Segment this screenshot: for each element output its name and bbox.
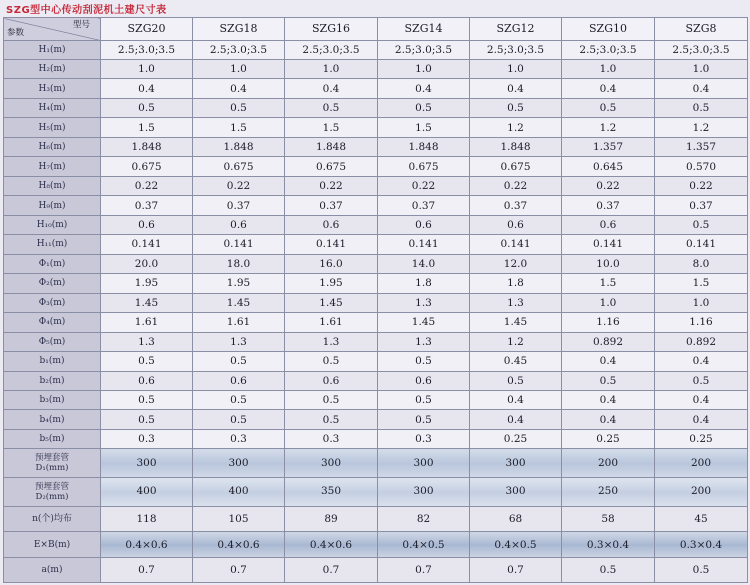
value-cell: 0.5	[655, 558, 748, 583]
value-cell: 68	[470, 506, 562, 532]
value-cell: 0.37	[470, 196, 562, 215]
table-row	[4, 40, 748, 59]
table-row	[4, 60, 748, 79]
value-cell: 0.25	[470, 429, 562, 448]
row-parameter-label	[4, 332, 101, 351]
value-cell: 0.5	[101, 98, 193, 117]
value-cell: 0.6	[378, 371, 470, 390]
value-cell: 0.37	[655, 196, 748, 215]
value-cell: 1.2	[655, 118, 748, 137]
value-cell: 0.4	[470, 390, 562, 409]
row-parameter-label	[4, 558, 101, 583]
parameter-name: b₃(m)	[39, 395, 65, 406]
value-cell: 0.4×0.6	[101, 532, 193, 558]
value-cell: 2.5;3.0;3.5	[470, 40, 562, 59]
value-cell: 1.8	[378, 274, 470, 293]
value-cell: 0.5	[378, 98, 470, 117]
value-cell: 0.4	[562, 390, 655, 409]
parameter-name: H₁₀(m)	[36, 220, 68, 230]
parameter-name: b₂(m)	[39, 375, 65, 386]
parameter-name: H₁₁(m)	[36, 239, 68, 250]
value-cell: 1.357	[562, 137, 655, 156]
table-row	[4, 293, 748, 312]
value-cell: 0.7	[470, 558, 562, 583]
value-cell: 250	[562, 478, 655, 507]
value-cell: 1.95	[193, 274, 285, 293]
value-cell: 0.675	[101, 157, 193, 176]
table-row	[4, 506, 748, 532]
value-cell: 0.570	[655, 157, 748, 176]
value-cell: 1.848	[378, 137, 470, 156]
value-cell: 105	[193, 506, 285, 532]
model-header-cell: SZG18	[193, 18, 285, 41]
row-parameter-label	[4, 410, 101, 429]
value-cell: 1.45	[378, 313, 470, 332]
parameter-name: H₉(m)	[38, 200, 66, 211]
value-cell: 0.4	[101, 79, 193, 98]
value-cell: 0.7	[101, 558, 193, 583]
dimension-table	[3, 17, 748, 583]
value-cell: 0.4×0.6	[285, 532, 378, 558]
value-cell: 0.22	[101, 176, 193, 195]
parameter-name: H₄(m)	[38, 103, 66, 114]
value-cell: 0.3	[285, 429, 378, 448]
value-cell: 0.37	[285, 196, 378, 215]
value-cell: 1.3	[470, 293, 562, 312]
value-cell: 1.61	[285, 313, 378, 332]
value-cell: 1.3	[193, 332, 285, 351]
value-cell: 0.4	[562, 410, 655, 429]
value-cell: 0.675	[378, 157, 470, 176]
value-cell: 0.5	[193, 352, 285, 371]
value-cell: 0.5	[193, 410, 285, 429]
row-parameter-label	[4, 532, 101, 558]
value-cell: 0.22	[193, 176, 285, 195]
value-cell: 0.22	[470, 176, 562, 195]
value-cell: 0.4	[655, 390, 748, 409]
table-row	[4, 137, 748, 156]
value-cell: 0.45	[470, 352, 562, 371]
value-cell: 0.37	[562, 196, 655, 215]
value-cell: 0.892	[655, 332, 748, 351]
row-parameter-label	[4, 98, 101, 117]
value-cell: 1.0	[101, 60, 193, 79]
model-header-cell: SZG14	[378, 18, 470, 41]
value-cell: 1.0	[655, 293, 748, 312]
model-header-cell: SZG8	[655, 18, 748, 41]
row-parameter-label	[4, 254, 101, 273]
value-cell: 0.675	[285, 157, 378, 176]
parameter-unit: D₂(mm)	[35, 491, 69, 502]
value-cell: 300	[285, 449, 378, 478]
value-cell: 20.0	[101, 254, 193, 273]
value-cell: 0.37	[193, 196, 285, 215]
value-cell: 1.8	[470, 274, 562, 293]
value-cell: 0.5	[193, 390, 285, 409]
value-cell: 2.5;3.0;3.5	[101, 40, 193, 59]
value-cell: 0.4	[470, 79, 562, 98]
table-row	[4, 478, 748, 507]
parameter-name: 预埋套管	[34, 453, 69, 464]
value-cell: 0.37	[378, 196, 470, 215]
value-cell: 0.22	[378, 176, 470, 195]
value-cell: 0.3×0.4	[562, 532, 655, 558]
table-row	[4, 558, 748, 583]
value-cell: 1.16	[562, 313, 655, 332]
value-cell: 0.5	[470, 371, 562, 390]
value-cell: 1.5	[562, 274, 655, 293]
value-cell: 0.6	[378, 215, 470, 234]
value-cell: 1.2	[470, 332, 562, 351]
value-cell: 0.645	[562, 157, 655, 176]
value-cell: 0.22	[655, 176, 748, 195]
value-cell: 300	[193, 449, 285, 478]
table-row	[4, 429, 748, 448]
value-cell: 1.0	[285, 60, 378, 79]
value-cell: 0.25	[655, 429, 748, 448]
corner-header-cell	[4, 18, 101, 41]
value-cell: 0.5	[655, 98, 748, 117]
value-cell: 0.5	[101, 390, 193, 409]
value-cell: 0.5	[562, 371, 655, 390]
value-cell: 0.3	[378, 429, 470, 448]
model-header-cell: SZG20	[101, 18, 193, 41]
value-cell: 1.5	[193, 118, 285, 137]
parameter-name: H₈(m)	[38, 181, 66, 192]
value-cell: 0.4	[562, 352, 655, 371]
parameter-name: b₁(m)	[39, 356, 65, 367]
value-cell: 0.4	[193, 79, 285, 98]
value-cell: 0.4×0.5	[378, 532, 470, 558]
value-cell: 0.675	[470, 157, 562, 176]
value-cell: 0.4	[655, 352, 748, 371]
value-cell: 300	[470, 478, 562, 507]
value-cell: 89	[285, 506, 378, 532]
value-cell: 0.5	[655, 215, 748, 234]
row-parameter-label	[4, 390, 101, 409]
row-parameter-label	[4, 371, 101, 390]
parameter-name: 预埋套管	[34, 481, 69, 492]
row-parameter-label	[4, 274, 101, 293]
value-cell: 8.0	[655, 254, 748, 273]
parameter-unit: D₁(mm)	[35, 463, 69, 474]
value-cell: 0.4×0.5	[470, 532, 562, 558]
table-row	[4, 79, 748, 98]
value-cell: 82	[378, 506, 470, 532]
row-parameter-label	[4, 449, 101, 478]
value-cell: 0.5	[285, 98, 378, 117]
value-cell: 0.5	[101, 410, 193, 429]
value-cell: 0.5	[378, 410, 470, 429]
value-cell: 2.5;3.0;3.5	[193, 40, 285, 59]
model-header-cell: SZG10	[562, 18, 655, 41]
value-cell: 2.5;3.0;3.5	[378, 40, 470, 59]
value-cell: 1.3	[378, 332, 470, 351]
table-row	[4, 176, 748, 195]
value-cell: 0.4	[285, 79, 378, 98]
value-cell: 400	[193, 478, 285, 507]
value-cell: 0.3	[101, 429, 193, 448]
value-cell: 300	[101, 449, 193, 478]
value-cell: 14.0	[378, 254, 470, 273]
value-cell: 1.5	[285, 118, 378, 137]
value-cell: 1.0	[378, 60, 470, 79]
parameter-name: H₇(m)	[38, 161, 66, 172]
value-cell: 1.5	[101, 118, 193, 137]
value-cell: 0.4×0.6	[193, 532, 285, 558]
row-parameter-label	[4, 40, 101, 59]
table-row	[4, 313, 748, 332]
value-cell: 0.5	[378, 352, 470, 371]
value-cell: 1.16	[655, 313, 748, 332]
value-cell: 0.6	[101, 215, 193, 234]
value-cell: 10.0	[562, 254, 655, 273]
header-row	[4, 18, 748, 41]
row-parameter-label	[4, 215, 101, 234]
table-row	[4, 449, 748, 478]
value-cell: 2.5;3.0;3.5	[562, 40, 655, 59]
value-cell: 1.61	[101, 313, 193, 332]
table-title: SZG型中心传动刮泥机土建尺寸表	[6, 5, 167, 16]
row-parameter-label	[4, 313, 101, 332]
value-cell: 0.5	[562, 98, 655, 117]
parameter-name: H₁(m)	[38, 44, 66, 55]
value-cell: 0.3×0.4	[655, 532, 748, 558]
parameter-name: Φ₅(m)	[38, 336, 66, 347]
value-cell: 0.4	[378, 79, 470, 98]
parameter-name: H₆(m)	[38, 142, 66, 153]
value-cell: 0.25	[562, 429, 655, 448]
value-cell: 0.5	[285, 410, 378, 429]
value-cell: 0.7	[193, 558, 285, 583]
value-cell: 0.141	[470, 235, 562, 254]
model-header-cell: SZG16	[285, 18, 378, 41]
value-cell: 0.6	[470, 215, 562, 234]
value-cell: 1.0	[655, 60, 748, 79]
value-cell: 1.5	[655, 274, 748, 293]
table-row	[4, 118, 748, 137]
value-cell: 1.45	[470, 313, 562, 332]
value-cell: 0.141	[655, 235, 748, 254]
value-cell: 0.5	[378, 390, 470, 409]
table-row	[4, 274, 748, 293]
parameter-name: Φ₃(m)	[38, 297, 66, 308]
value-cell: 0.3	[193, 429, 285, 448]
row-parameter-label	[4, 235, 101, 254]
value-cell: 1.0	[193, 60, 285, 79]
value-cell: 0.5	[470, 98, 562, 117]
value-cell: 1.3	[101, 332, 193, 351]
value-cell: 16.0	[285, 254, 378, 273]
value-cell: 0.141	[101, 235, 193, 254]
parameter-name: b₄(m)	[39, 414, 65, 425]
value-cell: 1.45	[193, 293, 285, 312]
parameter-name: H₅(m)	[38, 122, 66, 133]
table-row	[4, 532, 748, 558]
value-cell: 0.892	[562, 332, 655, 351]
value-cell: 1.61	[193, 313, 285, 332]
value-cell: 0.6	[193, 371, 285, 390]
value-cell: 200	[655, 478, 748, 507]
parameter-name: Φ₂(m)	[38, 278, 66, 289]
table-row	[4, 371, 748, 390]
parameter-name: H₂(m)	[38, 64, 66, 75]
parameter-name: E×B(m)	[33, 539, 71, 550]
value-cell: 118	[101, 506, 193, 532]
value-cell: 1.5	[378, 118, 470, 137]
corner-model-label: 型号	[72, 20, 90, 30]
parameter-name: Φ₁(m)	[38, 258, 66, 269]
parameter-name: b₅(m)	[39, 434, 65, 445]
value-cell: 0.22	[562, 176, 655, 195]
value-cell: 1.45	[285, 293, 378, 312]
model-header-cell: SZG12	[470, 18, 562, 41]
value-cell: 0.22	[285, 176, 378, 195]
row-parameter-label	[4, 293, 101, 312]
value-cell: 1.848	[193, 137, 285, 156]
value-cell: 2.5;3.0;3.5	[285, 40, 378, 59]
parameter-name: H₃(m)	[38, 83, 66, 94]
value-cell: 1.3	[285, 332, 378, 351]
value-cell: 1.2	[562, 118, 655, 137]
value-cell: 0.4	[562, 79, 655, 98]
table-row	[4, 196, 748, 215]
row-parameter-label	[4, 79, 101, 98]
value-cell: 18.0	[193, 254, 285, 273]
value-cell: 58	[562, 506, 655, 532]
value-cell: 0.5	[193, 98, 285, 117]
value-cell: 0.675	[193, 157, 285, 176]
table-row	[4, 157, 748, 176]
value-cell: 0.141	[193, 235, 285, 254]
row-parameter-label	[4, 176, 101, 195]
row-parameter-label	[4, 196, 101, 215]
value-cell: 1.357	[655, 137, 748, 156]
value-cell: 0.5	[562, 558, 655, 583]
value-cell: 0.5	[285, 352, 378, 371]
value-cell: 12.0	[470, 254, 562, 273]
value-cell: 1.3	[378, 293, 470, 312]
parameter-name: n(个)均布	[32, 514, 72, 525]
value-cell: 1.0	[470, 60, 562, 79]
value-cell: 200	[655, 449, 748, 478]
value-cell: 1.2	[470, 118, 562, 137]
value-cell: 0.6	[562, 215, 655, 234]
value-cell: 1.95	[285, 274, 378, 293]
value-cell: 1.95	[101, 274, 193, 293]
value-cell: 0.141	[285, 235, 378, 254]
value-cell: 0.6	[285, 371, 378, 390]
value-cell: 300	[378, 449, 470, 478]
value-cell: 300	[470, 449, 562, 478]
table-row	[4, 235, 748, 254]
table-row	[4, 98, 748, 117]
value-cell: 45	[655, 506, 748, 532]
value-cell: 0.4	[470, 410, 562, 429]
value-cell: 1.848	[470, 137, 562, 156]
row-parameter-label	[4, 157, 101, 176]
value-cell: 0.4	[655, 410, 748, 429]
value-cell: 300	[378, 478, 470, 507]
row-parameter-label	[4, 478, 101, 507]
row-parameter-label	[4, 118, 101, 137]
value-cell: 0.141	[562, 235, 655, 254]
value-cell: 1.0	[562, 60, 655, 79]
value-cell: 0.6	[285, 215, 378, 234]
value-cell: 400	[101, 478, 193, 507]
parameter-name: a(m)	[41, 565, 63, 576]
row-parameter-label	[4, 60, 101, 79]
table-row	[4, 390, 748, 409]
parameter-name: Φ₄(m)	[38, 317, 66, 328]
value-cell: 1.848	[285, 137, 378, 156]
value-cell: 0.5	[101, 352, 193, 371]
value-cell: 350	[285, 478, 378, 507]
value-cell: 0.6	[101, 371, 193, 390]
value-cell: 0.4	[655, 79, 748, 98]
value-cell: 0.7	[285, 558, 378, 583]
value-cell: 0.37	[101, 196, 193, 215]
value-cell: 2.5;3.0;3.5	[655, 40, 748, 59]
value-cell: 0.7	[378, 558, 470, 583]
value-cell: 1.45	[101, 293, 193, 312]
value-cell: 0.141	[378, 235, 470, 254]
value-cell: 0.5	[655, 371, 748, 390]
value-cell: 0.5	[285, 390, 378, 409]
row-parameter-label	[4, 352, 101, 371]
row-parameter-label	[4, 429, 101, 448]
table-row	[4, 410, 748, 429]
value-cell: 1.848	[101, 137, 193, 156]
row-parameter-label	[4, 506, 101, 532]
corner-param-label: 参数	[7, 27, 25, 38]
value-cell: 0.6	[193, 215, 285, 234]
table-row	[4, 352, 748, 371]
row-parameter-label	[4, 137, 101, 156]
table-row	[4, 332, 748, 351]
value-cell: 200	[562, 449, 655, 478]
table-row	[4, 254, 748, 273]
table-row	[4, 215, 748, 234]
value-cell: 1.0	[562, 293, 655, 312]
